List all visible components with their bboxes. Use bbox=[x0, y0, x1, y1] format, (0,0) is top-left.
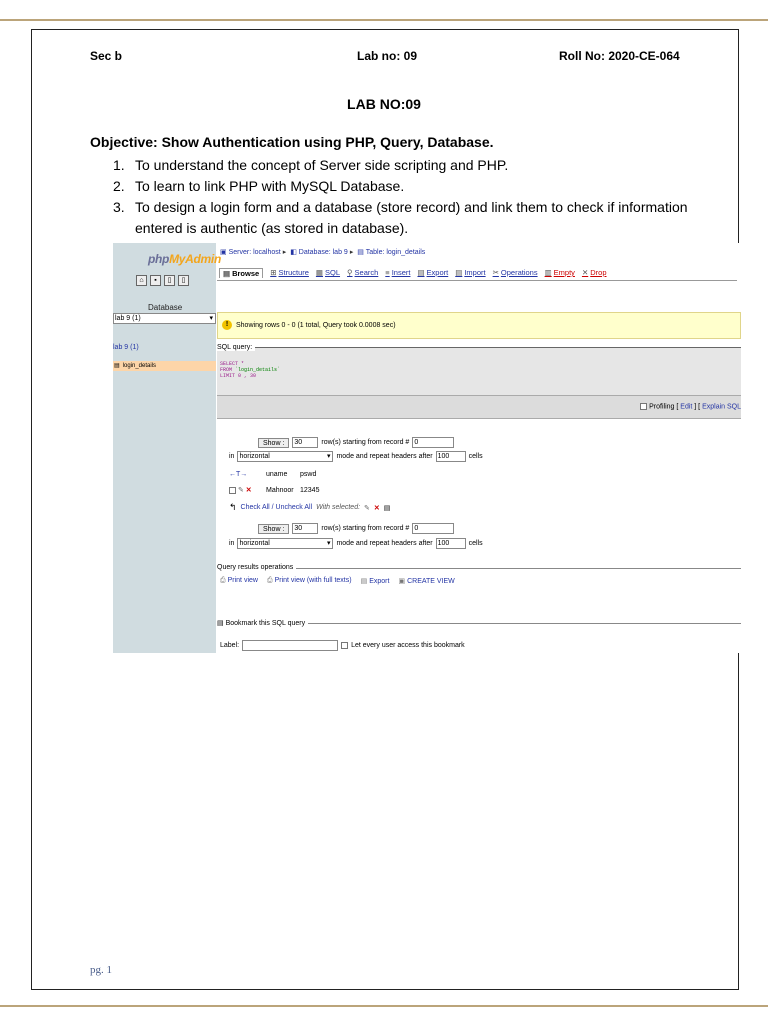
cell-pswd: 12345 bbox=[300, 486, 320, 494]
profiling-bar: Profiling [ Edit ] [ Explain SQL bbox=[217, 395, 741, 419]
sql-code: SELECT * FROM `login_details` LIMIT 0 , 30 bbox=[220, 361, 281, 379]
mode-select[interactable]: horizontal ▾ bbox=[237, 538, 333, 549]
sql-icon: ▦ bbox=[315, 268, 324, 277]
column-pswd[interactable]: pswd bbox=[300, 470, 317, 478]
tab-sql[interactable]: ▦ SQL bbox=[315, 268, 341, 277]
sql-query-legend: SQL query: bbox=[217, 344, 255, 351]
table-item-login-details[interactable]: ▤ login_details bbox=[113, 361, 216, 371]
nav-row-bottom: Show : 30 row(s) starting from record # 0 bbox=[258, 523, 454, 534]
export-icon[interactable]: ▤ bbox=[383, 504, 391, 512]
bookmark-section: ▤ Bookmark this SQL query Label: Let every user access this bookmark bbox=[217, 623, 741, 653]
profiling-checkbox[interactable] bbox=[640, 403, 647, 410]
export-icon: ▤ bbox=[417, 268, 425, 277]
breadcrumb bbox=[220, 248, 425, 256]
tab-export[interactable]: ▤ Export bbox=[417, 268, 449, 277]
database-label: Database bbox=[148, 303, 183, 312]
arrow-up-icon: ↰ bbox=[229, 502, 237, 512]
table-icon: ▤ bbox=[357, 249, 364, 256]
tab-operations[interactable]: ✂ Operations bbox=[492, 268, 538, 277]
search-icon: ⚲ bbox=[347, 268, 353, 277]
page-number: pg. 1 bbox=[90, 964, 112, 976]
page-title: LAB NO:09 bbox=[347, 96, 421, 112]
column-arrows[interactable]: ←T→ bbox=[229, 470, 248, 478]
header-section: Sec b bbox=[90, 49, 123, 63]
bookmark-public-checkbox[interactable] bbox=[341, 642, 348, 649]
warning-icon: ! bbox=[222, 320, 232, 330]
repeat-headers-input[interactable]: 100 bbox=[436, 538, 466, 549]
sql-query-box bbox=[217, 344, 741, 396]
home-icon[interactable]: ⌂ bbox=[136, 275, 147, 286]
insert-icon: ≡ bbox=[385, 268, 390, 277]
help-icon[interactable]: ▯ bbox=[178, 275, 189, 286]
delete-icon[interactable]: ✕ bbox=[245, 487, 252, 494]
nav-row-top: Show : 30 row(s) starting from record # 0 bbox=[258, 437, 454, 448]
print-icon: ⎙ bbox=[220, 577, 226, 584]
tab-import[interactable]: ▤ Import bbox=[455, 268, 486, 277]
create-view-link[interactable]: ▣ CREATE VIEW bbox=[398, 578, 455, 585]
results-header bbox=[229, 467, 334, 481]
server-icon: ▣ bbox=[220, 249, 227, 256]
export-icon: ▤ bbox=[360, 578, 368, 585]
browse-icon: ▤ bbox=[223, 269, 231, 278]
bookmark-label-input[interactable] bbox=[242, 640, 338, 651]
list-item: 2. To learn to link PHP with MySQL Database. bbox=[113, 178, 405, 194]
database-link[interactable]: lab 9 (1) bbox=[113, 344, 139, 351]
tab-insert[interactable]: ≡ Insert bbox=[385, 268, 411, 277]
show-button[interactable]: Show : bbox=[258, 438, 289, 448]
bookmark-legend: Bookmark this SQL query bbox=[225, 620, 306, 627]
chevron-right-icon: ▸ bbox=[349, 249, 354, 256]
check-all-link[interactable]: Check All / Uncheck All bbox=[240, 504, 313, 511]
header-roll: Roll No: 2020-CE-064 bbox=[559, 49, 680, 63]
pencil-icon[interactable]: ✎ bbox=[364, 504, 370, 512]
tab-browse[interactable]: ▤ Browse bbox=[219, 268, 263, 278]
top-rule bbox=[0, 19, 768, 21]
edit-link[interactable]: Edit bbox=[680, 403, 693, 411]
start-record-input[interactable]: 0 bbox=[412, 523, 454, 534]
database-icon: ◧ bbox=[290, 249, 297, 256]
phpmyadmin-screenshot bbox=[113, 243, 741, 653]
print-icon: ⎙ bbox=[266, 577, 273, 584]
ops-legend: Query results operations bbox=[217, 564, 296, 571]
structure-icon: ⊞ bbox=[270, 268, 277, 277]
repeat-headers-input[interactable]: 100 bbox=[436, 451, 466, 462]
delete-icon[interactable]: ✕ bbox=[373, 504, 380, 512]
breadcrumb-table[interactable]: Table: login_details bbox=[365, 249, 426, 256]
pma-main-panel bbox=[217, 243, 741, 653]
chevron-down-icon: ▾ bbox=[209, 315, 213, 322]
column-uname[interactable]: uname bbox=[266, 470, 288, 478]
tab-search[interactable]: ⚲ Search bbox=[347, 268, 379, 277]
nav-row-mode: in horizontal ▾ mode and repeat headers after 100 cells bbox=[229, 453, 483, 460]
table-icon: ▤ bbox=[114, 363, 120, 369]
empty-icon: ▥ bbox=[544, 268, 552, 277]
list-item: 3. To design a login form and a database (store record) and link them to check if information entered is authentic (as stored in database). bbox=[113, 199, 688, 236]
breadcrumb-database[interactable]: Database: lab 9 bbox=[298, 249, 348, 256]
tab-empty[interactable]: ▥ Empty bbox=[544, 268, 575, 277]
row-checkbox[interactable] bbox=[229, 487, 236, 494]
check-all-row: ↰ Check All / Uncheck All With selected: ✎ ✕ ▤ bbox=[229, 502, 391, 512]
pma-logo: phpMyAdmin bbox=[148, 252, 221, 266]
query-results-operations bbox=[217, 564, 741, 597]
table-row bbox=[229, 483, 334, 497]
objective-heading: Objective: Show Authentication using PHP, Query, Database. bbox=[90, 134, 494, 150]
tab-structure[interactable]: ⊞ Structure bbox=[270, 268, 309, 277]
rows-input[interactable]: 30 bbox=[292, 523, 318, 534]
export-link[interactable]: ▤ Export bbox=[360, 578, 390, 585]
list-item: 1. To understand the concept of Server side scripting and PHP. bbox=[113, 157, 509, 173]
status-notice: ! Showing rows 0 - 0 (1 total, Query took 0.0008 sec) bbox=[217, 312, 741, 339]
objective-list bbox=[113, 155, 703, 239]
pencil-icon[interactable]: ✎ bbox=[237, 487, 244, 494]
pma-tabs bbox=[219, 268, 607, 278]
bookmark-icon: ▤ bbox=[217, 620, 224, 627]
chevron-down-icon: ▾ bbox=[326, 453, 331, 460]
docs-icon[interactable]: ▯ bbox=[164, 275, 175, 286]
view-icon: ▣ bbox=[398, 578, 406, 585]
pma-nav-icons bbox=[136, 275, 189, 286]
bottom-rule bbox=[0, 1005, 768, 1007]
tab-drop[interactable]: ✕ Drop bbox=[581, 268, 607, 277]
mode-select[interactable]: horizontal ▾ bbox=[237, 451, 333, 462]
print-view-link[interactable]: ⎙ Print view bbox=[220, 577, 258, 584]
start-record-input[interactable]: 0 bbox=[412, 437, 454, 448]
tab-divider bbox=[217, 280, 737, 281]
explain-sql-link[interactable]: Explain SQL bbox=[702, 403, 741, 411]
breadcrumb-server[interactable]: Server: localhost bbox=[228, 249, 281, 256]
print-view-full-link[interactable]: ⎙ Print view (with full texts) bbox=[266, 577, 352, 584]
chevron-right-icon: ▸ bbox=[282, 249, 287, 256]
chevron-down-icon: ▾ bbox=[326, 540, 331, 547]
rows-input[interactable]: 30 bbox=[292, 437, 318, 448]
import-icon: ▤ bbox=[455, 268, 463, 277]
sql-icon[interactable]: ▪ bbox=[150, 275, 161, 286]
cell-uname: Mahnoor bbox=[266, 486, 294, 494]
show-button[interactable]: Show : bbox=[258, 524, 289, 534]
pma-left-panel bbox=[113, 243, 221, 653]
drop-icon: ✕ bbox=[581, 268, 589, 277]
header-lab: Lab no: 09 bbox=[357, 49, 418, 63]
nav-row-mode-bottom: in horizontal ▾ mode and repeat headers after 100 cells bbox=[229, 540, 483, 547]
wrench-icon: ✂ bbox=[492, 268, 499, 277]
database-select[interactable]: lab 9 (1) ▾ bbox=[113, 313, 216, 324]
